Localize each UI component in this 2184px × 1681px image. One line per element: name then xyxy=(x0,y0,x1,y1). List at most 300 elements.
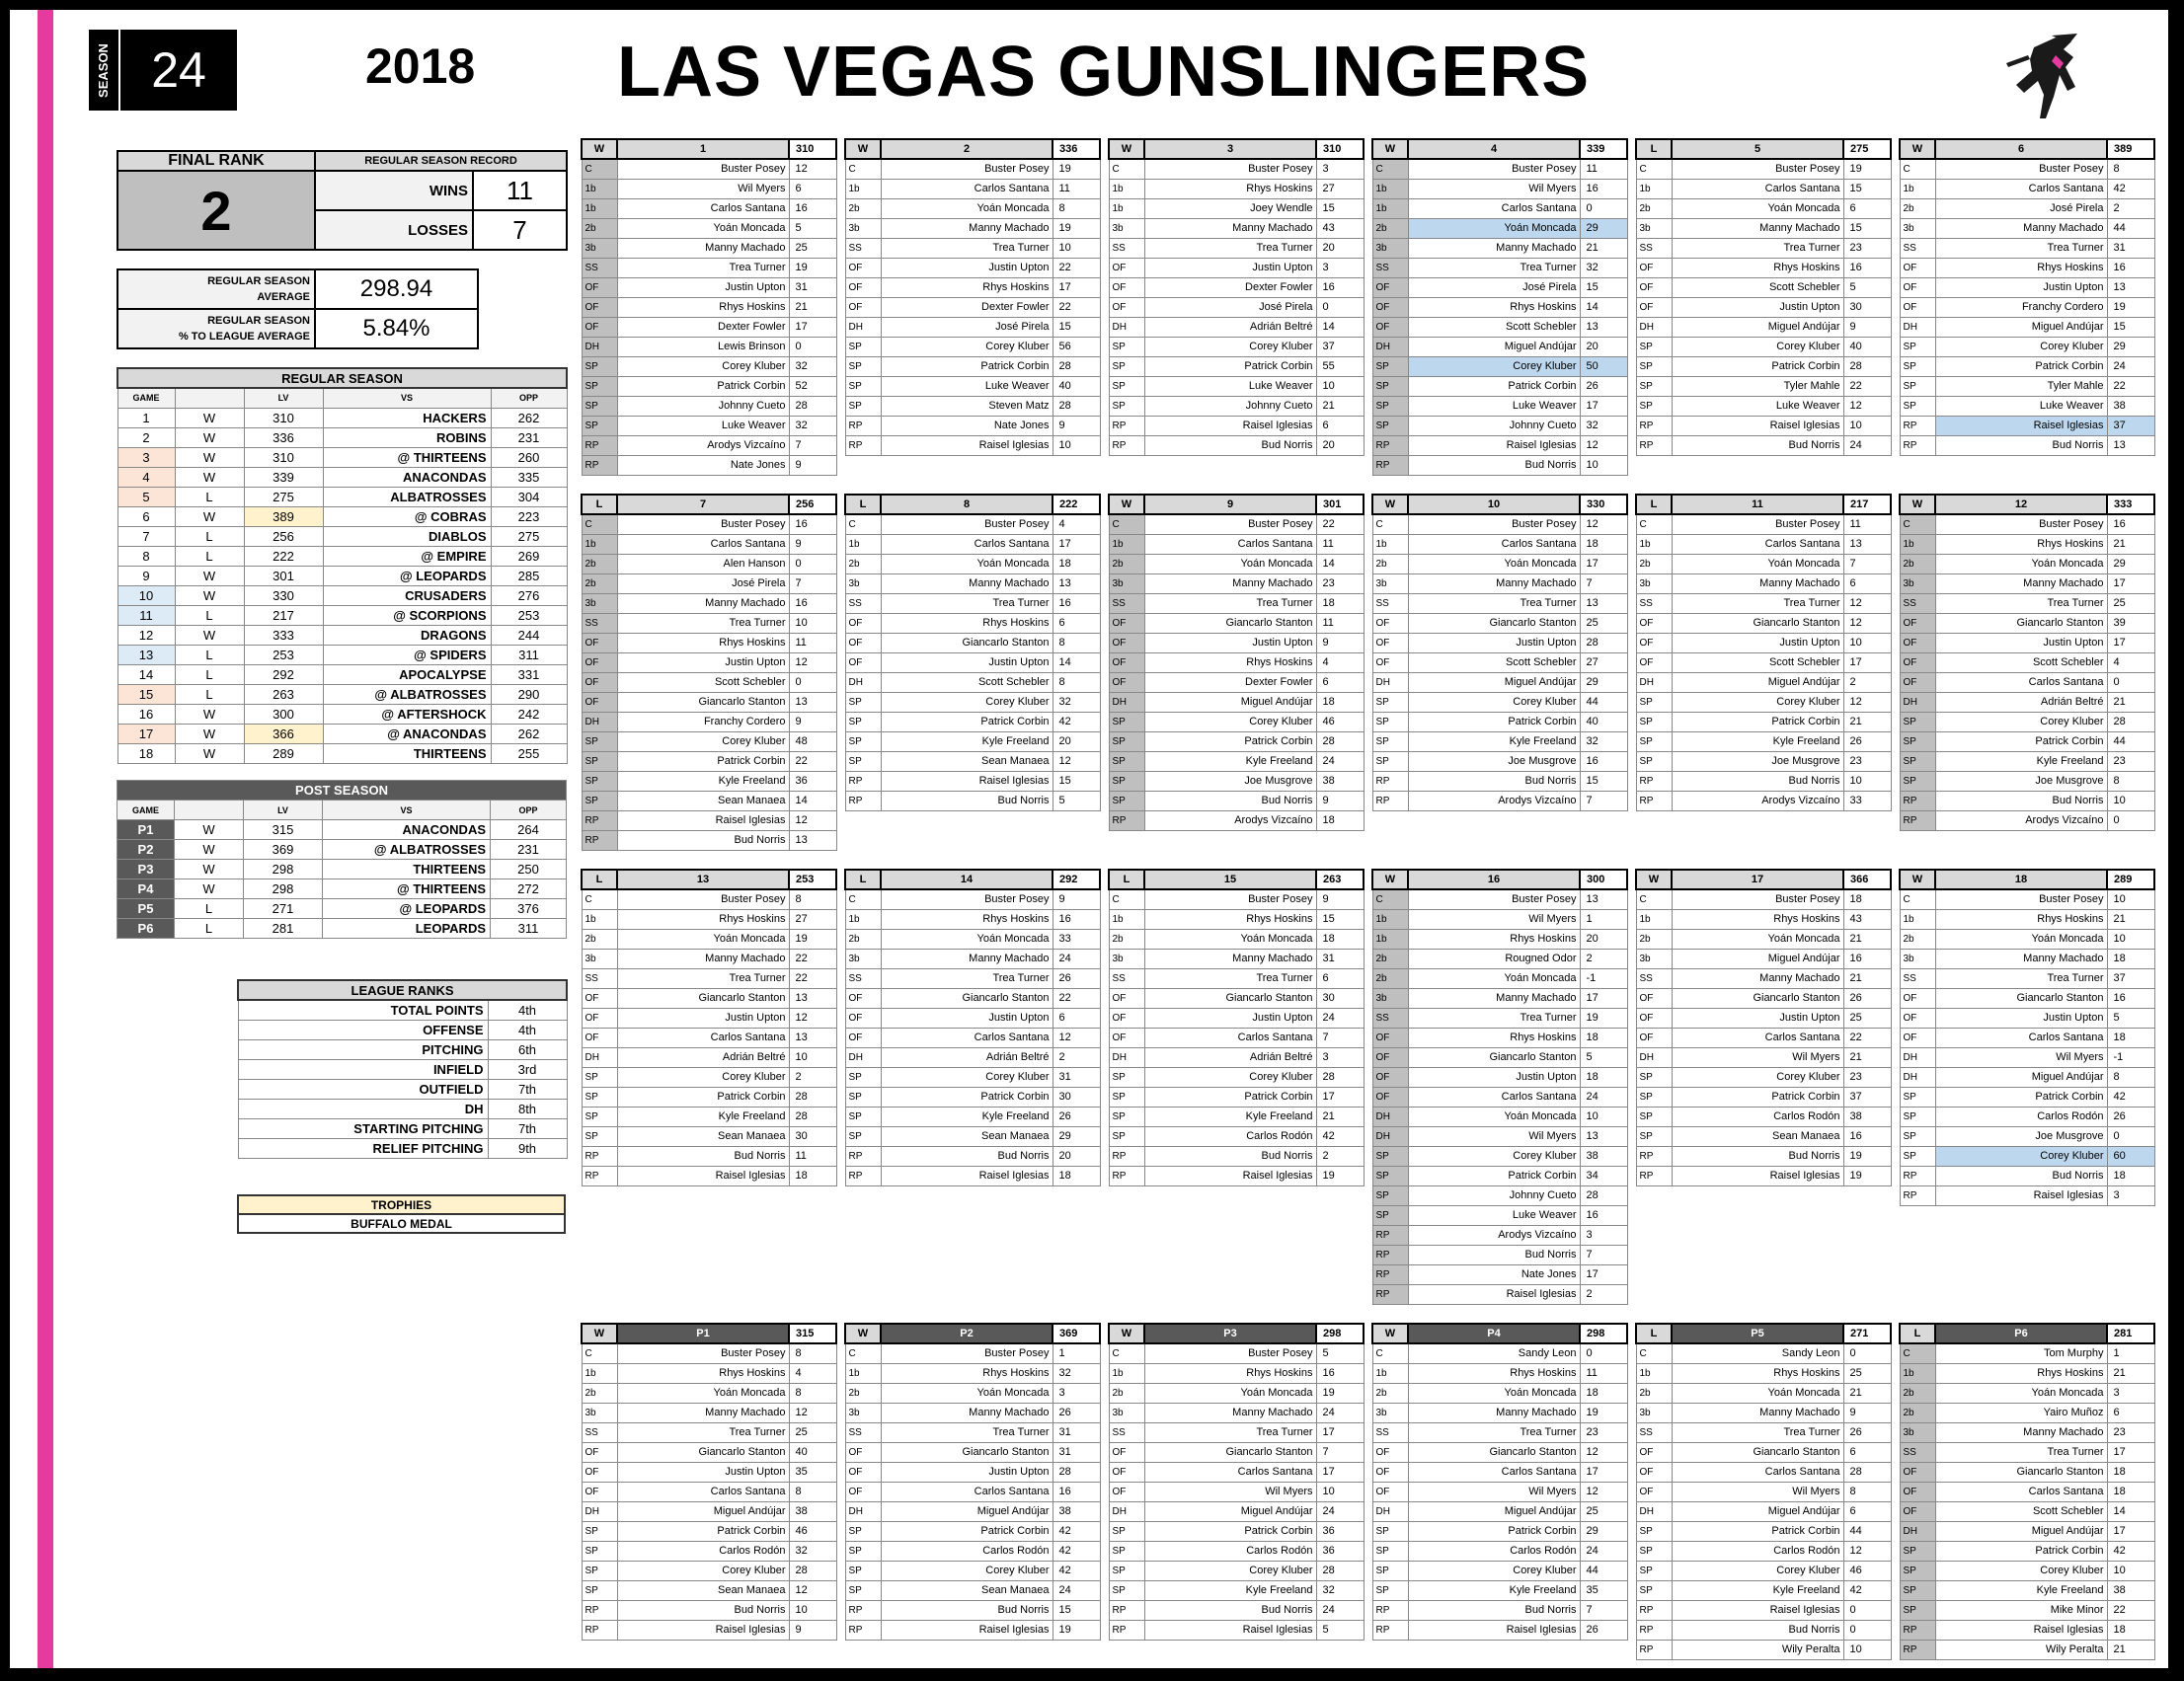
player-points: 42 xyxy=(1053,1521,1100,1541)
player-name: Kyle Freeland xyxy=(1144,1107,1316,1126)
table-row xyxy=(1900,1403,2154,1422)
game-box xyxy=(1108,138,1365,456)
player-points: 26 xyxy=(1053,1403,1100,1422)
table-row xyxy=(582,356,836,376)
player-points: 5 xyxy=(1580,1047,1627,1067)
position: SP xyxy=(582,1561,617,1580)
position: SP xyxy=(1109,356,1144,376)
position: SP xyxy=(1109,751,1144,771)
player-points: 6 xyxy=(1843,573,1891,593)
position: SS xyxy=(1900,238,1935,258)
player-name: Corey Kluber xyxy=(1144,712,1316,731)
player-name: Buster Posey xyxy=(1408,889,1580,909)
table-row xyxy=(117,860,567,879)
table-row xyxy=(582,1087,836,1107)
player-name: Patrick Corbin xyxy=(1144,731,1316,751)
position: C xyxy=(1372,514,1408,534)
player-name: José Pirela xyxy=(1935,198,2107,218)
player-points: 32 xyxy=(1053,1363,1100,1383)
game-title: 17 xyxy=(1672,870,1843,889)
table-row xyxy=(582,1363,836,1383)
position: 3b xyxy=(1109,949,1144,968)
position: RP xyxy=(582,455,617,475)
player-points: 13 xyxy=(789,1028,836,1047)
table-row xyxy=(1109,1363,1364,1383)
player-points: 29 xyxy=(2107,554,2154,573)
player-points: 32 xyxy=(789,356,836,376)
cell: 262 xyxy=(491,724,567,743)
player-points: 5 xyxy=(789,218,836,238)
player-name: Giancarlo Stanton xyxy=(881,988,1053,1008)
position: OF xyxy=(1900,1028,1935,1047)
position: RP xyxy=(1372,1225,1408,1245)
player-name: Johnny Cueto xyxy=(1408,416,1580,435)
game-total: 300 xyxy=(1580,870,1627,889)
table-row xyxy=(1636,258,1891,277)
position: 1b xyxy=(1109,198,1144,218)
table-row xyxy=(845,1600,1100,1620)
player-name: Arodys Vizcaíno xyxy=(1672,791,1843,810)
player-name: Sean Manaea xyxy=(1672,1126,1843,1146)
player-name: Buster Posey xyxy=(1144,889,1316,909)
table-row xyxy=(1636,1640,1891,1659)
player-name: Patrick Corbin xyxy=(881,1521,1053,1541)
cell: 276 xyxy=(491,585,567,605)
player-name: Wily Peralta xyxy=(1672,1640,1843,1659)
player-points: 32 xyxy=(1316,1580,1364,1600)
position: RP xyxy=(845,771,881,791)
table-row xyxy=(1900,554,2154,573)
table-row xyxy=(1900,277,2154,297)
cell: 275 xyxy=(244,487,323,506)
position: SP xyxy=(1636,396,1672,416)
player-points: 28 xyxy=(2107,712,2154,731)
player-points: 18 xyxy=(1580,534,1627,554)
player-name: Miguel Andújar xyxy=(1408,672,1580,692)
game-total: 301 xyxy=(1316,495,1364,514)
table-row xyxy=(1372,218,1627,238)
player-name: Wil Myers xyxy=(1935,1047,2107,1067)
player-points: 22 xyxy=(1053,988,1100,1008)
table-row xyxy=(1900,356,2154,376)
cell: W xyxy=(175,427,244,447)
table-row xyxy=(1636,1422,1891,1442)
position: 1b xyxy=(1636,909,1672,929)
player-name: Mike Minor xyxy=(1935,1600,2107,1620)
player-points: 24 xyxy=(2107,356,2154,376)
position: SP xyxy=(1900,1146,1935,1166)
position: RP xyxy=(1109,1620,1144,1640)
player-name: Rhys Hoskins xyxy=(617,1363,789,1383)
player-name: Sean Manaea xyxy=(881,1580,1053,1600)
table-row xyxy=(1636,1028,1891,1047)
cell: 1 xyxy=(117,408,175,427)
position: 1b xyxy=(582,909,617,929)
cell: L xyxy=(175,526,244,546)
player-name: Rhys Hoskins xyxy=(1144,652,1316,672)
player-name: Luke Weaver xyxy=(1144,376,1316,396)
game-title: 6 xyxy=(1935,139,2107,159)
player-name: Patrick Corbin xyxy=(1408,712,1580,731)
position: OF xyxy=(1636,1442,1672,1462)
position: RP xyxy=(1372,1620,1408,1640)
table-row xyxy=(1900,751,2154,771)
position: OF xyxy=(1372,1482,1408,1501)
game-box xyxy=(1371,138,1628,476)
table-row xyxy=(1900,613,2154,633)
league-ranks-table xyxy=(237,979,568,1159)
player-points: 23 xyxy=(2107,751,2154,771)
player-name: Carlos Santana xyxy=(1672,534,1843,554)
position: DH xyxy=(845,1501,881,1521)
player-points: 25 xyxy=(1580,1501,1627,1521)
table-row xyxy=(582,593,836,613)
position: SP xyxy=(1636,712,1672,731)
position: 3b xyxy=(1109,218,1144,238)
player-points: 17 xyxy=(1053,534,1100,554)
player-name: Corey Kluber xyxy=(1672,1561,1843,1580)
player-name: Franchy Cordero xyxy=(617,712,789,731)
column-header: OPP xyxy=(491,388,567,408)
table-row xyxy=(117,427,567,447)
player-name: Buster Posey xyxy=(617,889,789,909)
player-name: Joe Musgrove xyxy=(1672,751,1843,771)
table-row xyxy=(1372,159,1627,179)
cell: 16 xyxy=(117,704,175,724)
player-points: 19 xyxy=(1580,1403,1627,1422)
player-points: 0 xyxy=(2107,810,2154,830)
table-row xyxy=(845,1047,1100,1067)
table-row xyxy=(1109,1600,1364,1620)
table-row xyxy=(582,830,836,850)
cell: W xyxy=(175,566,244,585)
player-points: 16 xyxy=(1580,751,1627,771)
player-name: Miguel Andújar xyxy=(1672,1501,1843,1521)
player-points: 10 xyxy=(1843,1640,1891,1659)
position: SP xyxy=(845,1561,881,1580)
table-row xyxy=(117,506,567,526)
player-name: Joe Musgrove xyxy=(1935,771,2107,791)
table-row xyxy=(1372,1600,1627,1620)
player-points: 18 xyxy=(2107,1620,2154,1640)
player-points: 0 xyxy=(1843,1600,1891,1620)
player-points: 17 xyxy=(1316,1087,1364,1107)
table-row xyxy=(1372,573,1627,593)
table-row xyxy=(238,1138,567,1158)
table-row xyxy=(1636,238,1891,258)
table-row xyxy=(845,929,1100,949)
position: C xyxy=(1372,889,1408,909)
player-name: Miguel Andújar xyxy=(1144,1501,1316,1521)
table-row xyxy=(1109,712,1364,731)
table-row xyxy=(1636,672,1891,692)
position: 2b xyxy=(1900,198,1935,218)
position: OF xyxy=(582,1462,617,1482)
position: OF xyxy=(1636,1008,1672,1028)
cell: @ EMPIRE xyxy=(323,546,491,566)
player-points: 24 xyxy=(1316,1403,1364,1422)
player-points: 2 xyxy=(1053,1047,1100,1067)
player-name: Rhys Hoskins xyxy=(881,277,1053,297)
player-points: 23 xyxy=(1843,751,1891,771)
position: SP xyxy=(582,771,617,791)
player-points: 18 xyxy=(2107,1028,2154,1047)
player-points: 15 xyxy=(1843,179,1891,198)
post-season-title: POST SEASON xyxy=(117,781,567,801)
player-points: 48 xyxy=(789,731,836,751)
player-name: Manny Machado xyxy=(1408,988,1580,1008)
table-row xyxy=(1109,198,1364,218)
avg-label: REGULAR SEASON AVERAGE xyxy=(117,269,315,309)
player-name: Carlos Santana xyxy=(1935,1482,2107,1501)
player-name: Buster Posey xyxy=(1144,159,1316,179)
position: 3b xyxy=(582,1403,617,1422)
column-header xyxy=(175,388,244,408)
position: SS xyxy=(1372,593,1408,613)
player-name: Carlos Santana xyxy=(1408,534,1580,554)
cell: W xyxy=(175,408,244,427)
game-result: W xyxy=(1900,870,1935,889)
player-points: 24 xyxy=(1843,435,1891,455)
table-row xyxy=(582,1600,836,1620)
player-name: Patrick Corbin xyxy=(1935,1541,2107,1561)
player-name: Manny Machado xyxy=(1672,573,1843,593)
position: 1b xyxy=(1372,534,1408,554)
player-points: 9 xyxy=(789,1620,836,1640)
game-result: W xyxy=(1900,139,1935,159)
player-points: 21 xyxy=(2107,534,2154,554)
position: C xyxy=(1900,1343,1935,1363)
player-name: Tyler Mahle xyxy=(1935,376,2107,396)
position: OF xyxy=(1900,297,1935,317)
player-points: 7 xyxy=(1316,1028,1364,1047)
player-name: Dexter Fowler xyxy=(1144,277,1316,297)
position: 3b xyxy=(582,238,617,258)
table-row xyxy=(1900,1541,2154,1561)
cell: 310 xyxy=(244,408,323,427)
table-row xyxy=(1372,337,1627,356)
table-row xyxy=(582,633,836,652)
table-row xyxy=(1109,810,1364,830)
player-name: Kyle Freeland xyxy=(1672,1580,1843,1600)
position: DH xyxy=(582,712,617,731)
position: C xyxy=(845,1343,881,1363)
position: OF xyxy=(582,672,617,692)
player-points: 28 xyxy=(1843,356,1891,376)
table-row xyxy=(845,1422,1100,1442)
player-points: 7 xyxy=(1316,1442,1364,1462)
game-result: W xyxy=(1372,139,1408,159)
position: OF xyxy=(1900,633,1935,652)
player-points: 12 xyxy=(1580,1482,1627,1501)
cell: @ THIRTEENS xyxy=(323,879,491,899)
rank-category: OFFENSE xyxy=(238,1020,488,1039)
table-row xyxy=(1109,1008,1364,1028)
player-name: Manny Machado xyxy=(881,1403,1053,1422)
table-row xyxy=(582,909,836,929)
player-points: 12 xyxy=(789,1403,836,1422)
player-points: 20 xyxy=(1580,337,1627,356)
table-row xyxy=(582,198,836,218)
table-row xyxy=(582,692,836,712)
rank-category: OUTFIELD xyxy=(238,1079,488,1099)
position: DH xyxy=(582,337,617,356)
player-name: Wil Myers xyxy=(1144,1482,1316,1501)
cell: 366 xyxy=(244,724,323,743)
player-name: Manny Machado xyxy=(1672,1403,1843,1422)
table-row xyxy=(117,684,567,704)
table-row xyxy=(582,1482,836,1501)
table-row xyxy=(1372,514,1627,534)
player-points: 38 xyxy=(1053,1501,1100,1521)
cell: W xyxy=(175,724,244,743)
table-row xyxy=(1900,1008,2154,1028)
table-row xyxy=(582,297,836,317)
table-row xyxy=(1372,1245,1627,1264)
position: SP xyxy=(582,751,617,771)
player-name: Miguel Andújar xyxy=(1935,317,2107,337)
player-name: Kyle Freeland xyxy=(1144,751,1316,771)
player-name: Wil Myers xyxy=(1408,179,1580,198)
player-name: Rhys Hoskins xyxy=(1935,1363,2107,1383)
position: SP xyxy=(1109,1561,1144,1580)
player-points: 10 xyxy=(1316,1482,1364,1501)
cell: 263 xyxy=(244,684,323,704)
player-name: Nate Jones xyxy=(881,416,1053,435)
player-points: 16 xyxy=(1053,909,1100,929)
game-total: 389 xyxy=(2107,139,2154,159)
table-row xyxy=(582,1166,836,1185)
player-name: Corey Kluber xyxy=(881,692,1053,712)
table-row xyxy=(845,218,1100,238)
player-points: 6 xyxy=(2107,1403,2154,1422)
position: SP xyxy=(582,1067,617,1087)
table-row xyxy=(845,356,1100,376)
player-points: 24 xyxy=(1316,1501,1364,1521)
player-points: 15 xyxy=(1316,198,1364,218)
table-row xyxy=(238,1099,567,1118)
game-total: 333 xyxy=(2107,495,2154,514)
table-row xyxy=(582,337,836,356)
table-row xyxy=(1372,258,1627,277)
player-points: 4 xyxy=(1053,514,1100,534)
player-points: 0 xyxy=(1843,1620,1891,1640)
player-points: 17 xyxy=(1053,277,1100,297)
position: SP xyxy=(1900,337,1935,356)
losses-label: LOSSES xyxy=(315,210,473,250)
player-name: Corey Kluber xyxy=(617,1561,789,1580)
position: SP xyxy=(845,731,881,751)
table-row xyxy=(845,909,1100,929)
player-name: Wily Peralta xyxy=(1935,1640,2107,1659)
player-points: 11 xyxy=(1053,179,1100,198)
player-name: Yoán Moncada xyxy=(1144,554,1316,573)
table-row xyxy=(582,1028,836,1047)
position: SP xyxy=(845,1067,881,1087)
player-points: 21 xyxy=(2107,692,2154,712)
cell: 217 xyxy=(244,605,323,625)
table-row xyxy=(1636,1107,1891,1126)
table-row xyxy=(1372,277,1627,297)
table-row xyxy=(1636,613,1891,633)
position: C xyxy=(1636,1343,1672,1363)
player-name: Miguel Andújar xyxy=(881,1501,1053,1521)
table-row xyxy=(845,159,1100,179)
table-row xyxy=(1636,554,1891,573)
player-points: 22 xyxy=(1316,514,1364,534)
player-points: 17 xyxy=(1843,652,1891,672)
table-row xyxy=(845,514,1100,534)
cell: 18 xyxy=(117,743,175,763)
game-box xyxy=(1899,138,2155,456)
table-row xyxy=(1636,633,1891,652)
player-name: Adrián Beltré xyxy=(1935,692,2107,712)
table-row xyxy=(1109,771,1364,791)
table-row xyxy=(1372,968,1627,988)
player-name: Yoán Moncada xyxy=(1672,1383,1843,1403)
player-points: 32 xyxy=(1580,731,1627,751)
table-row xyxy=(845,337,1100,356)
cell: CRUSADERS xyxy=(323,585,491,605)
table-row xyxy=(1109,1501,1364,1521)
position: SP xyxy=(1636,1126,1672,1146)
position: SP xyxy=(1372,731,1408,751)
player-points: 19 xyxy=(1053,218,1100,238)
table-row xyxy=(1900,258,2154,277)
table-row xyxy=(845,258,1100,277)
player-points: 16 xyxy=(1843,258,1891,277)
table-row xyxy=(1636,1521,1891,1541)
player-name: Joe Musgrove xyxy=(1408,751,1580,771)
player-points: 17 xyxy=(1580,1264,1627,1284)
player-points: 38 xyxy=(2107,396,2154,416)
team-title: LAS VEGAS GUNSLINGERS xyxy=(617,33,1591,112)
cell: 298 xyxy=(244,879,323,899)
player-points: 9 xyxy=(1316,791,1364,810)
position: OF xyxy=(1900,652,1935,672)
player-points: 18 xyxy=(1316,593,1364,613)
game-total: 271 xyxy=(1843,1324,1891,1343)
position: RP xyxy=(582,830,617,850)
table-row xyxy=(845,613,1100,633)
player-points: 26 xyxy=(1843,988,1891,1008)
position: SP xyxy=(1372,1541,1408,1561)
player-name: Yoán Moncada xyxy=(1672,554,1843,573)
player-name: Patrick Corbin xyxy=(1144,1087,1316,1107)
position: SS xyxy=(1636,968,1672,988)
position: 3b xyxy=(845,949,881,968)
player-points: 21 xyxy=(1316,1107,1364,1126)
position: SP xyxy=(1900,376,1935,396)
table-row xyxy=(1109,1561,1364,1580)
table-row xyxy=(1900,1521,2154,1541)
position: 1b xyxy=(1372,179,1408,198)
player-name: Manny Machado xyxy=(1408,573,1580,593)
accent-bar xyxy=(38,10,53,1668)
cell: DIABLOS xyxy=(323,526,491,546)
table-row xyxy=(1636,573,1891,593)
table-row xyxy=(582,1501,836,1521)
table-row xyxy=(1900,1343,2154,1363)
season-badge xyxy=(89,30,237,111)
player-name: Carlos Rodón xyxy=(881,1541,1053,1561)
position: SS xyxy=(582,613,617,633)
table-row xyxy=(1372,791,1627,810)
position: OF xyxy=(1109,277,1144,297)
table-row xyxy=(1109,633,1364,652)
column-header: VS xyxy=(323,801,491,820)
table-row xyxy=(1109,416,1364,435)
